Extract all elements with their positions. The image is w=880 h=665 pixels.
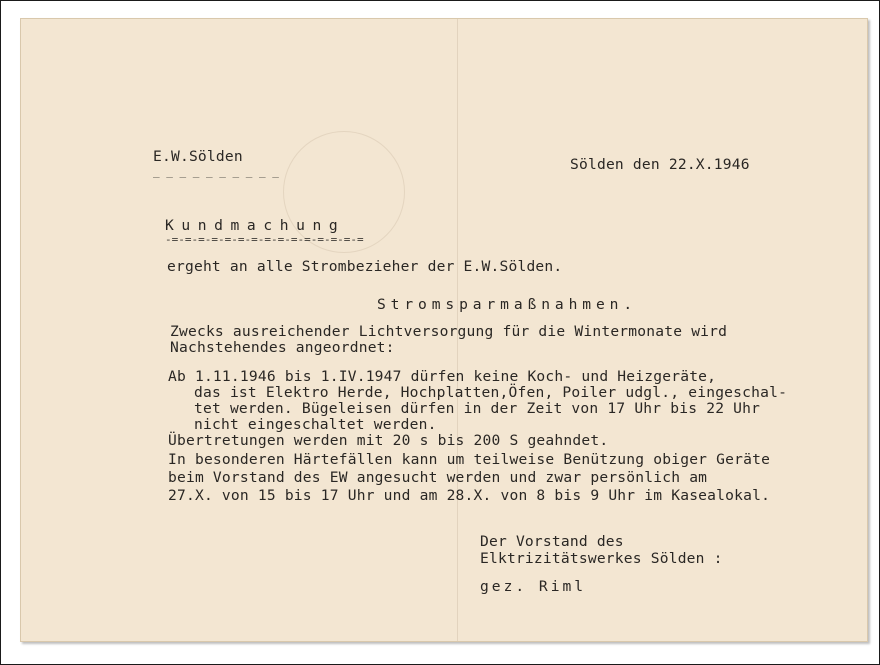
body-line-7: Übertretungen werden mit 20 s bis 200 S geahndet. — [168, 432, 609, 449]
body-line-9: beim Vorstand des EW angesucht werden und zwar persönlich am — [168, 469, 708, 486]
sender-name: E.W.Sölden — [153, 148, 243, 165]
body-line-4: das ist Elektro Herde, Hochplatten,Öfen, Poiler udgl., eingeschal- — [194, 384, 788, 401]
title-underline: -=-=-=-=-=-=-=-=-=-=-=-=-=-=-= — [165, 233, 364, 246]
body-line-3: Ab 1.11.1946 bis 1.IV.1947 dürfen keine Koch- und Heizgeräte, — [168, 368, 717, 385]
sender-underline: _ _ _ _ _ _ _ _ _ _ — [153, 165, 279, 178]
body-line-1: Zwecks ausreichender Lichtversorgung für die Wintermonate wird — [170, 323, 728, 340]
addressed-line: ergeht an alle Strombezieher der E.W.Sölden. — [167, 258, 563, 275]
body-line-8: In besonderen Härtefällen kann um teilweise Benützung obiger Geräte — [168, 451, 771, 468]
body-line-6: nicht eingeschaltet werden. — [194, 416, 437, 433]
signature-line-1: Der Vorstand des — [480, 533, 624, 550]
notice-title: Kundmachung — [165, 217, 346, 234]
place-date: Sölden den 22.X.1946 — [570, 156, 750, 173]
body-line-5: tet werden. Bügeleisen dürfen in der Zeit von 17 Uhr bis 22 Uhr — [194, 400, 761, 417]
body-line-10: 27.X. von 15 bis 17 Uhr und am 28.X. von 8 bis 9 Uhr im Kasealokal. — [168, 487, 771, 504]
subject-line: Stromsparmaßnahmen. — [377, 296, 638, 313]
signed-by: gez. Riml — [480, 578, 587, 595]
signature-line-2: Elktrizitätswerkes Sölden : — [480, 550, 723, 567]
body-line-2: Nachstehendes angeordnet: — [170, 339, 395, 356]
